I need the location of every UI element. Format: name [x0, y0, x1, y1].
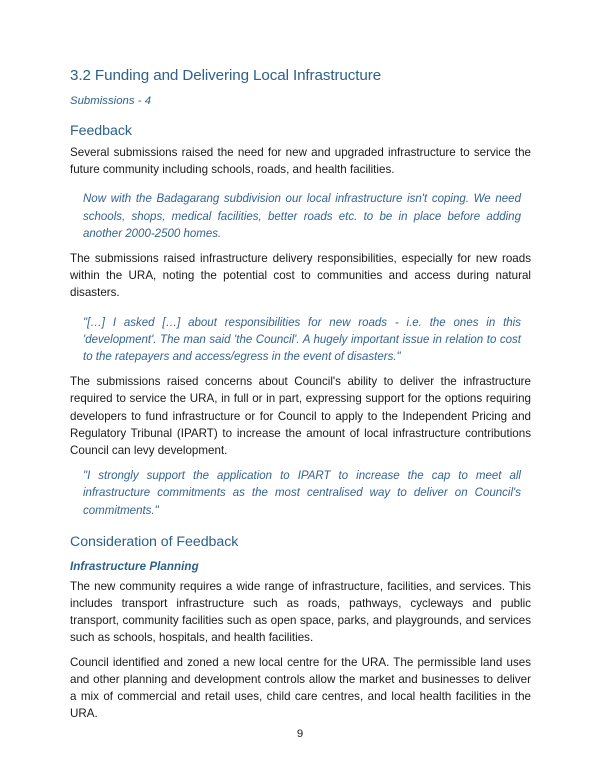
feedback-paragraph-2: The submissions raised infrastructure delivery responsibilities, especially for new roads within the URA, noting the potential cost to communities and access during natural disasters.: [70, 252, 531, 300]
feedback-quote-1: Now with the Badagarang subdivision our local infrastructure isn't coping. We need schools, shops, medical facilities, better roads etc. to be in place before adding another 2000-2500 homes.: [83, 193, 521, 240]
consideration-heading: Consideration of Feedback: [70, 533, 239, 550]
feedback-quote-2: "[…] I asked […] about responsibilities for new roads - i.e. the ones in this 'development'. The man said 'the Council'. A hugely important issue in relation to cost to the ratepayers and access/egress in the event of disasters.": [83, 316, 521, 364]
consideration-paragraph-1: The new community requires a wide range of infrastructure, facilities, and services. This includes transport infrastructure such as roads, pathways, cycleways and public transport, community facilities such as open space, parks, and playgrounds, and services such as schools, hospitals, and health facilities.: [70, 579, 531, 645]
feedback-quote-3: "I strongly support the application to IPART to increase the cap to meet all infrastructure commitments as the most centralised way to deliver on Council's commitments.": [83, 470, 521, 517]
feedback-paragraph-1: Several submissions raised the need for new and upgraded infrastructure to service the future community including schools, roads, and health facilities.: [70, 146, 531, 177]
submissions-count: Submissions - 4: [70, 95, 152, 107]
page-number: 9: [296, 728, 304, 740]
section-heading: 3.2 Funding and Delivering Local Infrastructure: [70, 67, 382, 84]
infrastructure-planning-subheading: Infrastructure Planning: [70, 559, 199, 573]
page-content: [70, 66, 531, 722]
feedback-paragraph-3: The submissions raised concerns about Council's ability to deliver the infrastructure required to service the URA, in full or in part, expressing support for the options requiring developers to fund infrastructure or for Council to apply to the Independent Pricing and Regulatory Tribunal (IPART) to increase the amount of local infrastructure contributions Council can levy development.: [70, 375, 531, 458]
feedback-heading: Feedback: [70, 123, 132, 139]
consideration-paragraph-2: Council identified and zoned a new local centre for the URA. The permissible land uses and other planning and development controls allow the market and businesses to deliver a mix of commercial and retail uses, child care centres, and local health facilities in the URA.: [70, 655, 531, 721]
